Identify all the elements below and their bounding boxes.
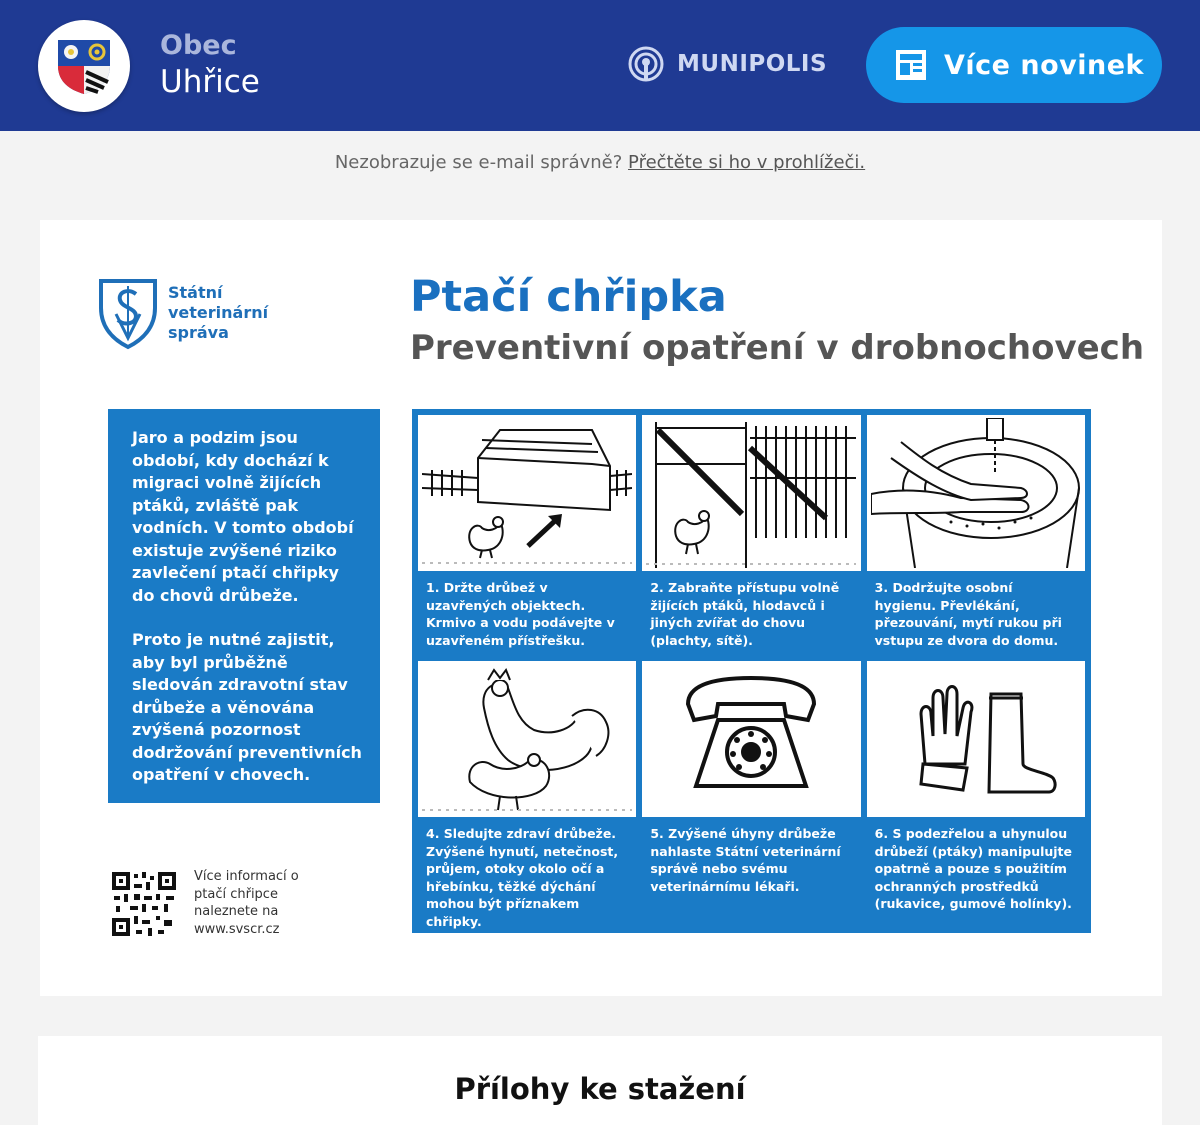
step-card	[418, 415, 636, 655]
poster-card	[40, 220, 1162, 996]
attachments-heading: Přílohy ke stažení	[454, 1072, 746, 1106]
svs-shield-icon	[98, 278, 158, 350]
step-card	[642, 661, 860, 936]
intro-box	[108, 409, 380, 803]
municipality-name: Uhřice	[160, 64, 260, 100]
poster-title: Ptačí chřipka	[410, 272, 727, 322]
poster-subtitle: Preventivní opatření v drobnochovech	[410, 328, 1145, 368]
step-text: 1. Držte drůbež v uzavřených objektech. Krmivo a vodu podávejte v uzavřeném přístřešku.	[426, 580, 615, 648]
step-card	[418, 661, 636, 936]
hand-washing-icon	[871, 418, 1081, 568]
more-news-label: Více novinek	[944, 49, 1144, 81]
hen-rooster-icon	[422, 664, 632, 814]
more-news-button[interactable]	[866, 27, 1162, 103]
notice-text: Nezobrazuje se e-mail správně?	[334, 152, 623, 173]
svs-org-name: Státní veterinární správa	[168, 283, 269, 342]
step-text: 2. Zabraňte přístupu volně žijících ptáků, hlodavců i jiných zvířat do chovu (plachty, sítě).	[650, 580, 840, 648]
prevention-steps-grid	[412, 409, 1091, 933]
step-text: 5. Zvýšené úhyny drůbeže nahlaste Státní veterinární správě nebo svému veterinárnímu lékaři.	[650, 826, 841, 894]
view-in-browser-link[interactable]: Přečtěte si ho v prohlížeči.	[628, 152, 866, 173]
step-card	[867, 661, 1085, 936]
municipality-logo[interactable]	[38, 20, 130, 112]
munipolis-label: MUNIPOLIS	[677, 51, 828, 77]
fenced-chicken-icon	[646, 418, 856, 568]
step-text: 4. Sledujte zdraví drůbeže. Zvýšené hynutí, netečnost, průjem, otoky okolo očí a hřebínku, těžké dýchání mohou být příznakem chřipky.	[426, 826, 619, 929]
munipolis-brand[interactable]	[627, 44, 827, 84]
intro-paragraph: Jaro a podzim jsou období, kdy dochází k migraci volně žijících ptáků, zvláště pak vodních. V tomto období existuje zvýšené riziko zavlečení ptačí chřipky do chovů drůbeže.	[132, 428, 354, 605]
step-card	[642, 415, 860, 655]
header-bar	[0, 0, 1200, 131]
broadcast-icon	[627, 45, 665, 83]
municipality-prefix: Obec	[160, 30, 237, 61]
browser-notice	[0, 152, 1200, 173]
step-card	[867, 415, 1085, 655]
newspaper-icon	[894, 48, 928, 82]
intro-paragraph: Proto je nutné zajistit, aby byl průběžně sledován zdravotní stav drůbeže a věnována zvýšená pozornost dodržování preventivních opatření v chovech.	[132, 630, 362, 784]
coat-of-arms-icon	[54, 36, 114, 96]
gloves-boot-icon	[871, 664, 1081, 814]
coop-chicken-icon	[422, 418, 632, 568]
telephone-icon	[646, 664, 856, 814]
qr-code-icon	[110, 870, 178, 938]
more-info-text: Více informací o ptačí chřipce naleznete na www.svscr.cz	[194, 869, 299, 937]
step-text: 3. Dodržujte osobní hygienu. Převlékání, přezouvání, mytí rukou při vstupu ze dvora do domu.	[874, 580, 1062, 648]
attachments-section	[38, 1036, 1162, 1125]
step-text: 6. S podezřelou a uhynulou drůbeží (ptáky) manipulujte opatrně a pouze s použitím ochranných prostředků (rukavice, gumové holínky).	[874, 826, 1073, 911]
